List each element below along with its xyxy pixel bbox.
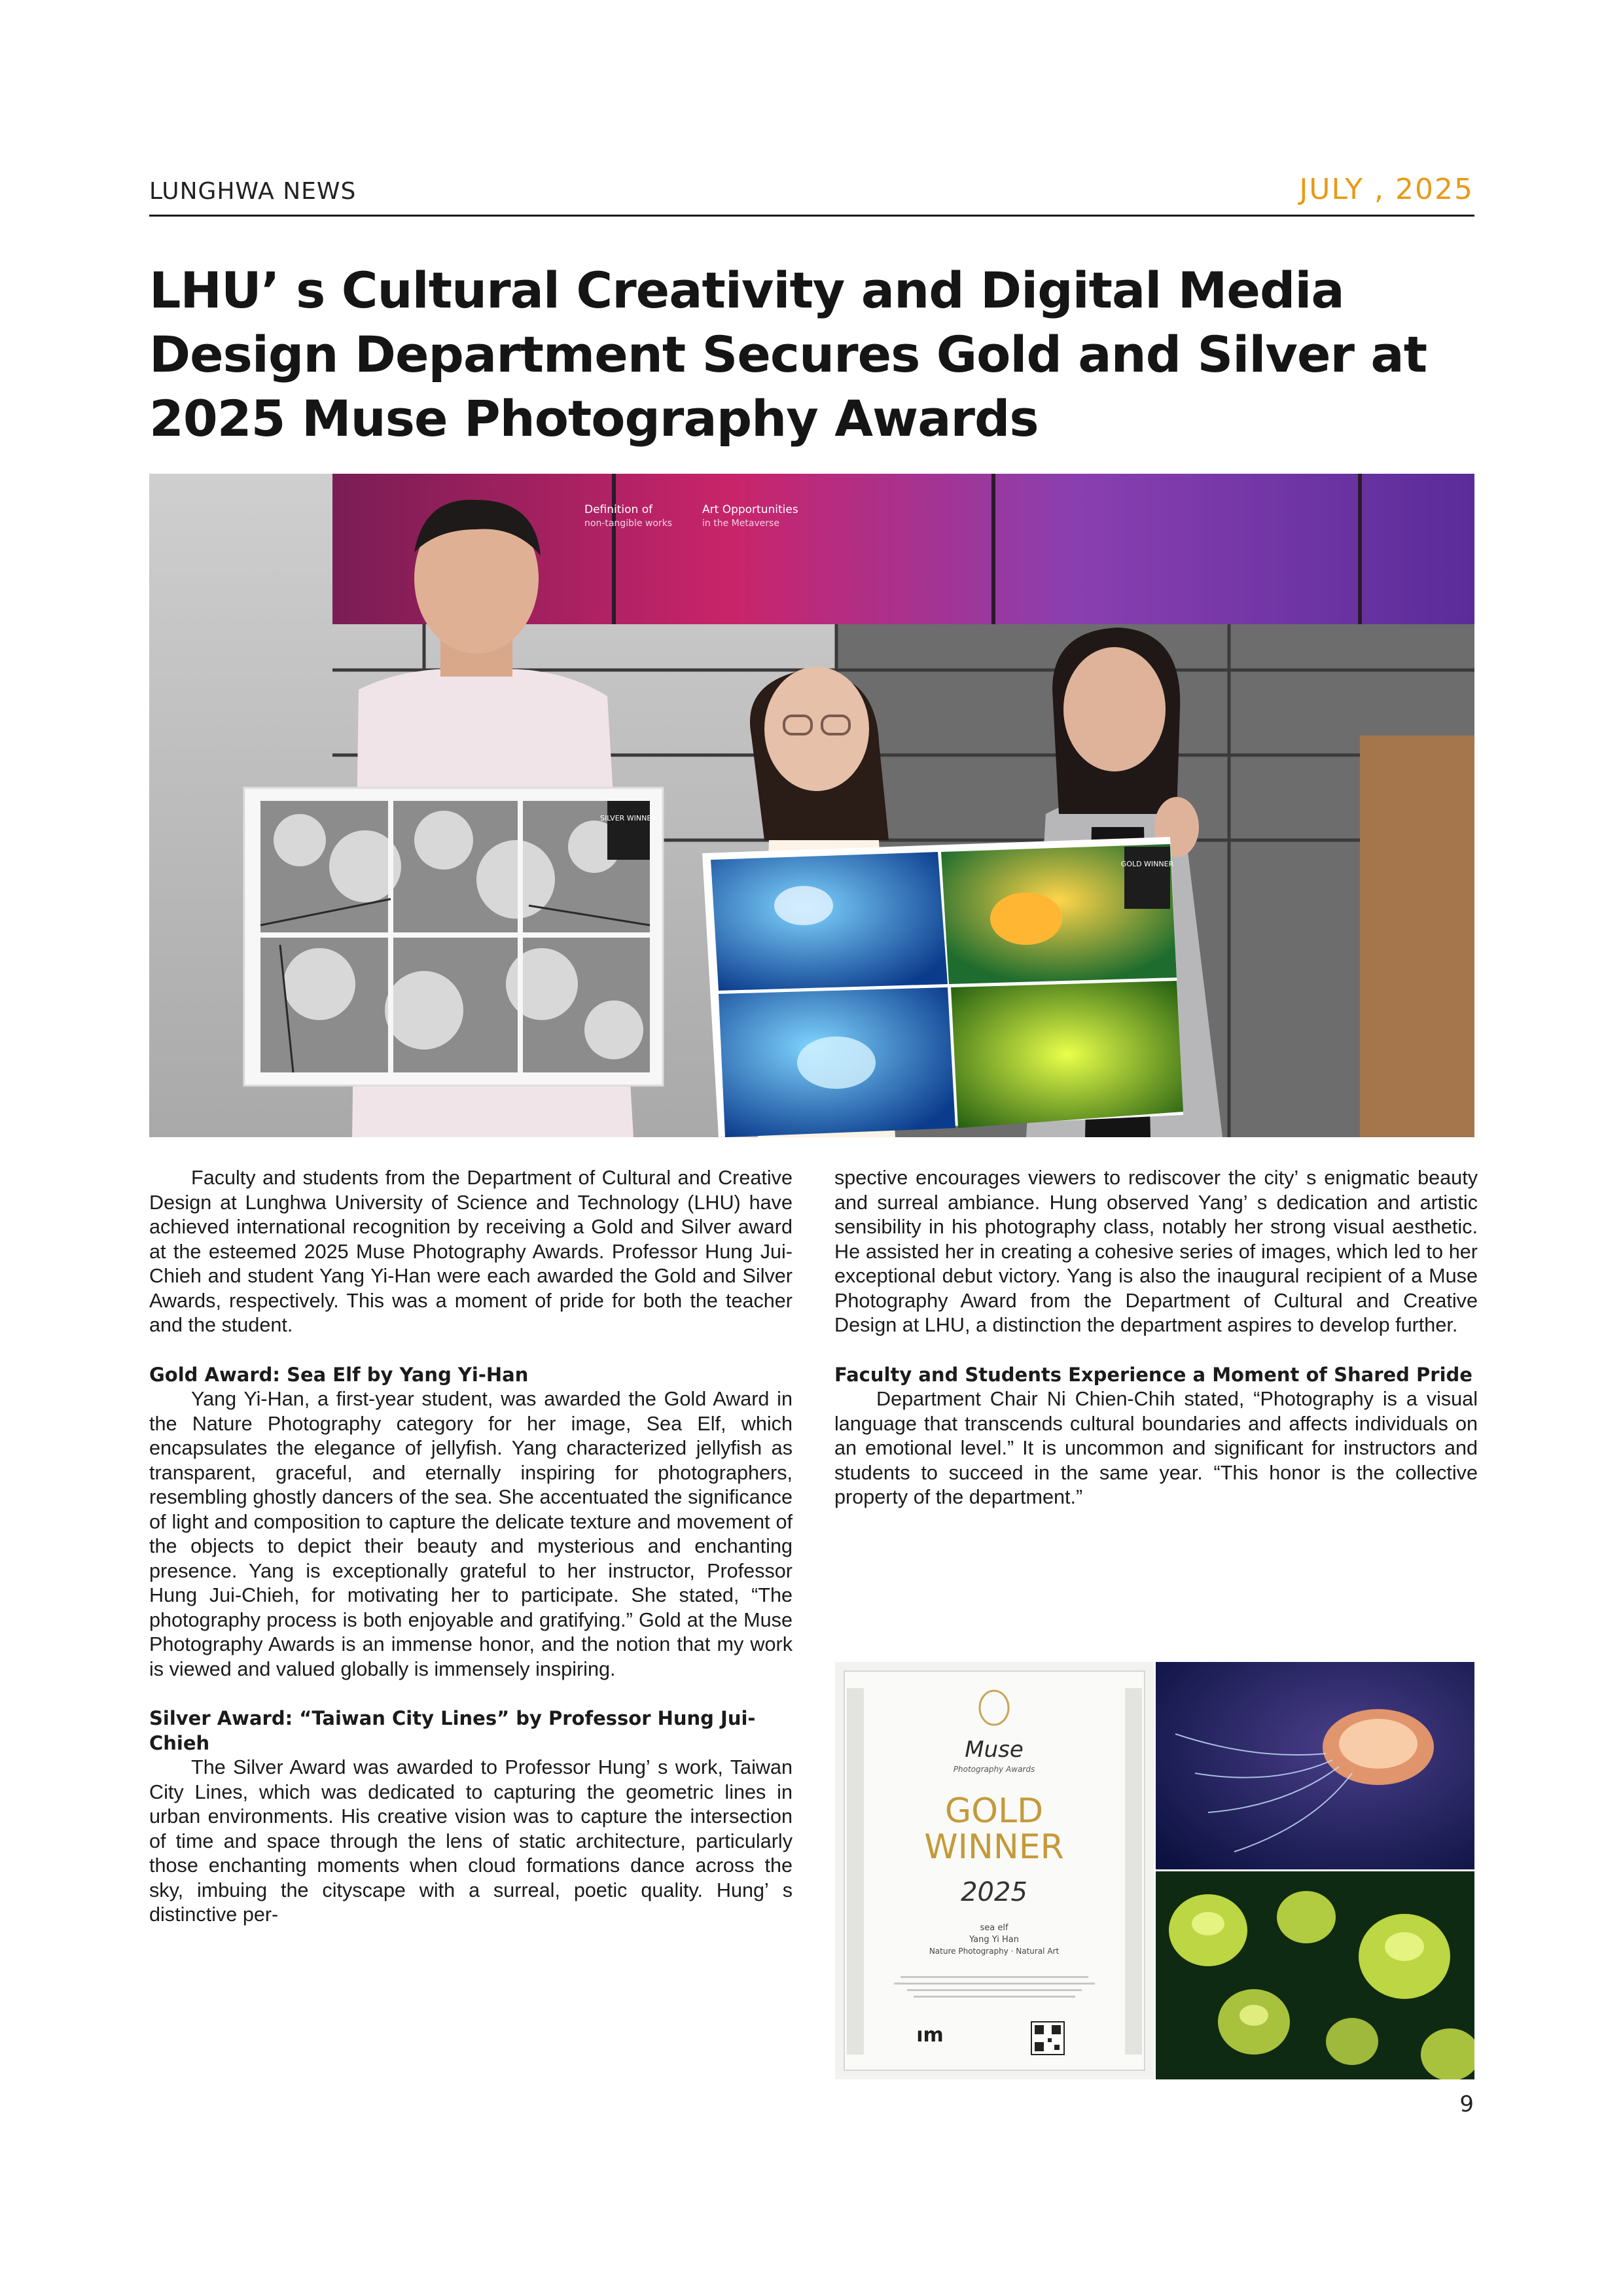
cert-award-line1: GOLD	[944, 1792, 1044, 1831]
screen-text-4: in the Metaverse	[702, 518, 779, 529]
silver-award-heading: Silver Award: “Taiwan City Lines” by Professor Hung Jui-Chieh	[149, 1707, 756, 1754]
silver-award-paragraph-cont: spective encourages viewers to rediscover the city’ s enigmatic beauty and surreal ambiance. Hung observed Yang’ s dedication and artistic sensibility in his photography class, notably her strong visual aesthetic. He assisted her in creating a cohesive series of images, which led to her exceptional debut victory. Yang is also the inaugural recipient of a Muse Photography Award from the Department of Cultural and Creative Design at LHU, a distinction the department aspires to develop further.	[834, 1167, 1478, 1336]
intro-paragraph: Faculty and students from the Department of Cultural and Creative Design at Lunghwa University of Science and Technology (LHU) have achieved international recognition by receiving a Gold and Silver award at the esteemed 2025 Muse Photography Awards. Professor Hung Jui-Chieh and student Yang Yi-Han were each awarded the Gold and Silver Awards, respectively. This was a moment of pride for both the teacher and the student.	[149, 1167, 793, 1336]
column-right	[834, 1166, 1478, 1510]
silver-badge-label: SILVER WINNER	[600, 814, 656, 822]
main-photo	[149, 474, 1474, 1137]
cert-logo-icon: ım	[916, 2024, 944, 2047]
gold-award-paragraph: Yang Yi-Han, a first-year student, was awarded the Gold Award in the Nature Photography category for her image, Sea Elf, which encapsulates the elegance of jellyfish. Yang characterized jellyfish as transparent, graceful, and eternally inspiring for photographers, resembling ghostly dancers of the sea. She accentuated the significance of light and composition to capture the delicate texture and movement of the objects to depict their beauty and mysterious and enchanting presence. Yang is exceptionally grateful to her instructor, Professor Hung Jui-Chieh, for motivating her to participate. She stated, “The photography process is both enjoyable and gratifying.” Gold at the Muse Photography Awards is an immense honor, and the notion that my work is viewed and valued globally is immensely inspiring.	[149, 1388, 793, 1680]
jellyfish-photo-1	[1156, 1662, 1474, 1869]
silver-award-paragraph: The Silver Award was awarded to Professor Hung’ s work, Taiwan City Lines, which was dedicated to capturing the geometric lines in urban environments. His creative vision was to capture the intersection of time and space through the lens of static architecture, particularly those enchanting moments when cloud formations dance across the sky, imbuing the cityscape with a surreal, poetic quality. Hung’ s distinctive per-	[149, 1756, 793, 1926]
publication-name: LUNGHWA NEWS	[149, 178, 357, 205]
silver-award-print	[244, 788, 663, 1086]
cert-brand-sub: Photography Awards	[953, 1765, 1035, 1774]
article-title: LHU’ s Cultural Creativity and Digital Media Design Department Secures Gold and Silver at 2025 Muse Photography Awards	[149, 261, 1427, 448]
cert-brand: Muse	[965, 1737, 1024, 1763]
gold-badge-label: GOLD WINNER	[1120, 860, 1174, 868]
cert-entry-title: sea elf	[980, 1923, 1008, 1933]
cert-entrant: Yang Yi Han	[969, 1935, 1019, 1945]
shared-pride-paragraph: Department Chair Ni Chien-Chih stated, “Photography is a visual language that transcends cultural boundaries and affects individuals on an emotional level.” It is uncommon and significant for instructors and students to succeed in the same year. “This honor is the collective property of the department.”	[834, 1388, 1478, 1508]
screen-text-3: Art Opportunities	[702, 503, 798, 516]
gold-award-heading: Gold Award: Sea Elf by Yang Yi-Han	[149, 1363, 529, 1386]
cert-year: 2025	[961, 1877, 1027, 1907]
jellyfish-photo-2	[1156, 1871, 1474, 2079]
header-rule	[149, 215, 1474, 217]
page-number: 9	[1459, 2091, 1474, 2117]
shared-pride-heading: Faculty and Students Experience a Moment of Shared Pride	[834, 1363, 1472, 1386]
cert-category: Nature Photography · Natural Art	[929, 1947, 1060, 1956]
screen-text-2: non-tangible works	[584, 518, 673, 529]
cert-award-line2: WINNER	[924, 1828, 1064, 1867]
gold-award-print	[702, 837, 1183, 1137]
column-left	[149, 1166, 793, 1928]
screen-text-1: Definition of	[584, 503, 653, 516]
qr-code-icon	[1031, 2022, 1064, 2055]
gold-winner-certificate	[835, 1662, 1154, 2079]
issue-date: JULY , 2025	[1299, 173, 1474, 206]
